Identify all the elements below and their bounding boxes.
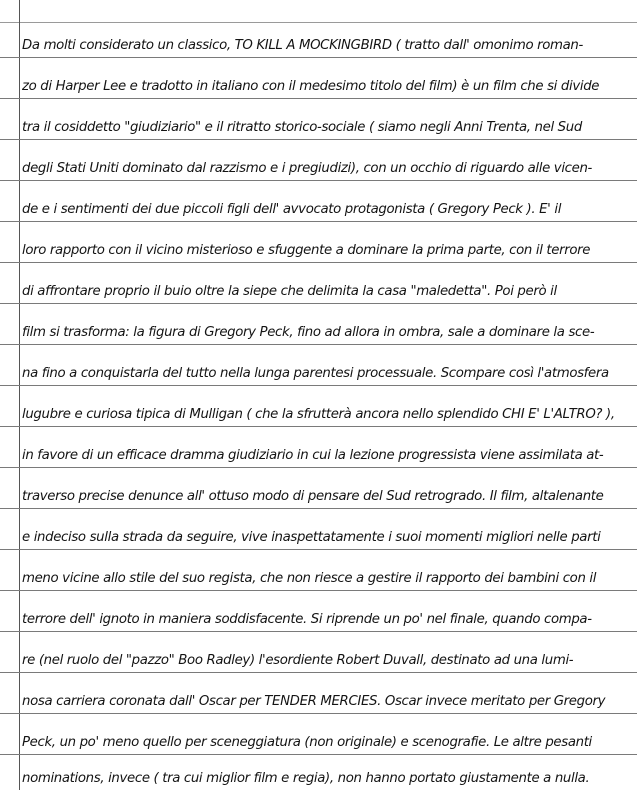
top-rule <box>0 22 637 23</box>
text-line: Da molti considerato un classico, TO KILL A MOCKINGBIRD ( tratto dall' omonimo roman- <box>22 38 583 53</box>
text-line: nosa carriera coronata dall' Oscar per TENDER MERCIES. Oscar invece meritato per Gregory <box>22 694 606 709</box>
text-line: film si trasforma: la figura di Gregory Peck, fino ad allora in ombra, sale a dominare la sce- <box>22 325 595 340</box>
text-line: de e i sentimenti dei due piccoli figli dell' avvocato protagonista ( Gregory Peck ). E' il <box>22 202 562 217</box>
text-line: zo di Harper Lee e tradotto in italiano con il medesimo titolo del film) è un film che si divide <box>22 79 600 94</box>
text-line: nominations, invece ( tra cui miglior film e regia), non hanno portato giustamente a nulla. <box>22 771 590 786</box>
text-line: tra il cosiddetto "giudiziario" e il ritratto storico-sociale ( siamo negli Anni Trenta, nel Sud <box>22 120 582 135</box>
text-line: lugubre e curiosa tipica di Mulligan ( che la sfrutterà ancora nello splendido CHI E' L'ALTRO? ), <box>22 407 615 422</box>
text-line: in favore di un efficace dramma giudiziario in cui la lezione progressista viene assimilata at- <box>22 448 604 463</box>
text-line: loro rapporto con il vicino misterioso e sfuggente a dominare la prima parte, con il terrore <box>22 243 591 258</box>
text-line: di affrontare proprio il buio oltre la siepe che delimita la casa "maledetta". Poi però il <box>22 284 557 299</box>
text-line: e indeciso sulla strada da seguire, vive inaspettatamente i suoi momenti migliori nelle parti <box>22 530 601 545</box>
text-line: meno vicine allo stile del suo regista, che non riesce a gestire il rapporto dei bambini con il <box>22 571 597 586</box>
text-line: traverso precise denunce all' ottuso modo di pensare del Sud retrogrado. Il film, altalenante <box>22 489 604 504</box>
text-line: terrore dell' ignoto in maniera soddisfacente. Si riprende un po' nel finale, quando compa- <box>22 612 592 627</box>
text-line: re (nel ruolo del "pazzo" Boo Radley) l'esordiente Robert Duvall, destinato ad una lumi- <box>22 653 574 668</box>
text-line: Peck, un po' meno quello per sceneggiatura (non originale) e scenografie. Le altre pesanti <box>22 735 592 750</box>
text-line: degli Stati Uniti dominato dal razzismo e i pregiudizi), con un occhio di riguardo alle vicen- <box>22 161 592 176</box>
text-line: na fino a conquistarla del tutto nella lunga parentesi processuale. Scompare così l'atmosfera <box>22 366 609 381</box>
